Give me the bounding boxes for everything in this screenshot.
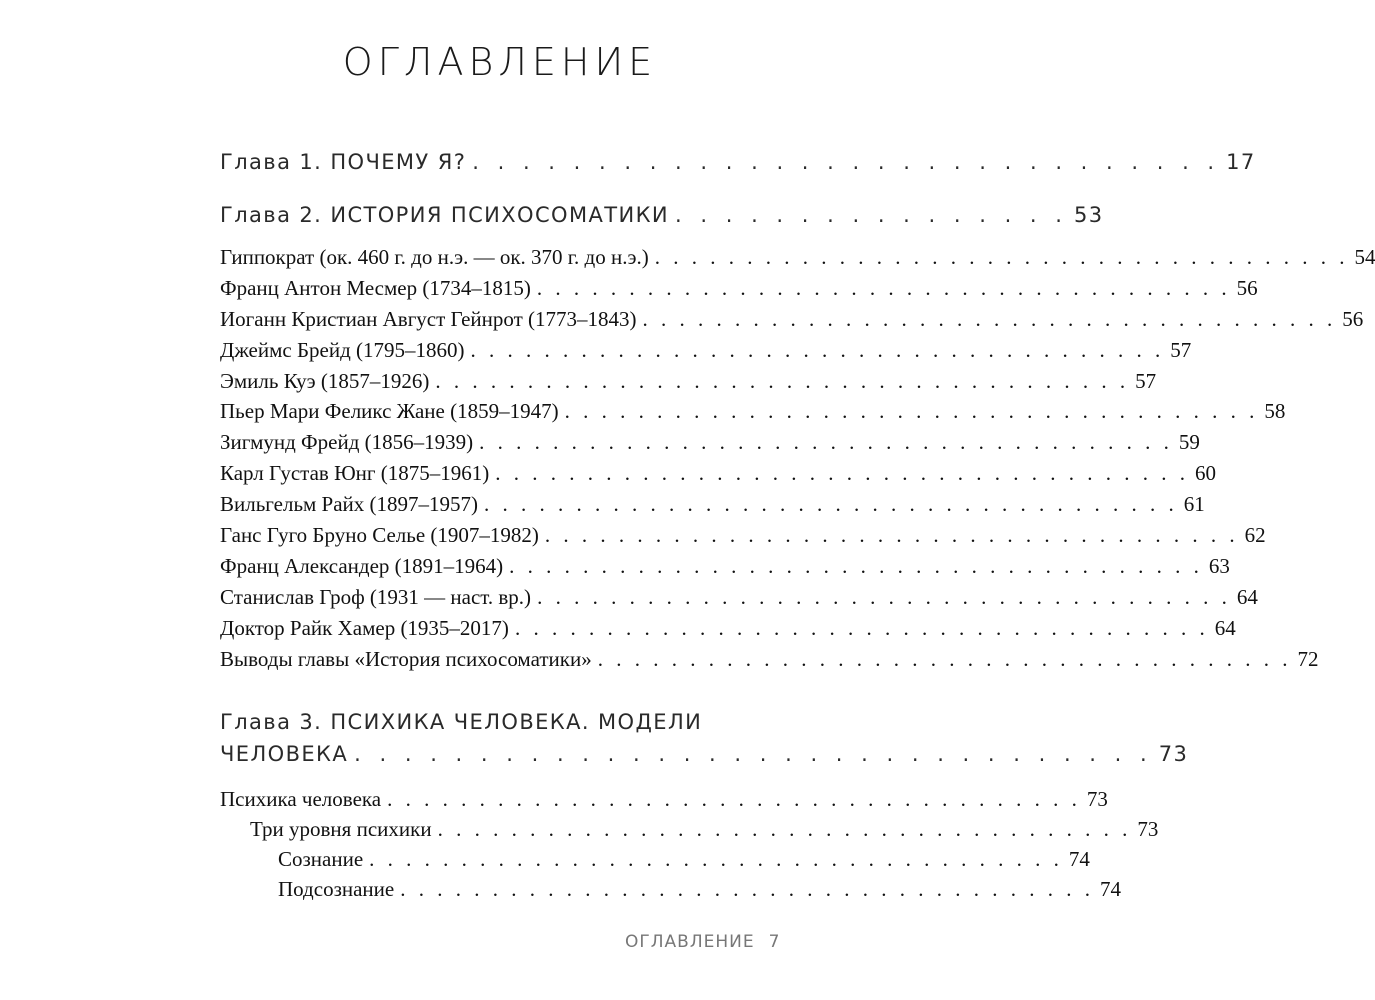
toc-entry-label: Выводы главы «История психосоматики» bbox=[220, 647, 592, 671]
dot-leader: . . . . . . . . . . . . . . . . . . . . . . . . . . . . . . . . . . . . . . bbox=[642, 307, 1337, 331]
toc-entry-label: Глава 1. ПОЧЕМУ Я? bbox=[220, 150, 467, 174]
toc-entry-label: Карл Густав Юнг (1875–1961) bbox=[220, 461, 490, 485]
toc-entry-label: Станислав Гроф (1931 — наст. вр.) bbox=[220, 585, 532, 609]
toc-chapter-2[interactable] bbox=[220, 203, 1104, 227]
running-head: ОГЛАВЛЕНИЕ bbox=[625, 932, 755, 952]
toc-entry-label: Сознание bbox=[278, 847, 364, 871]
dot-leader: . . . . . . . . . . . . . . . . . . . . . . . . . . . . . . . . . . . . . . bbox=[437, 817, 1132, 841]
dot-leader: . . . . . . . . . . . . . . . . . . . . . . . . . . . . . . . . . . . . . . bbox=[654, 245, 1349, 269]
toc-entry-label: Франц Александер (1891–1964) bbox=[220, 554, 504, 578]
toc-entry-label-line1: Глава 3. ПСИХИКА ЧЕЛОВЕКА. МОДЕЛИ bbox=[220, 710, 703, 734]
toc-section[interactable] bbox=[220, 554, 1230, 579]
dot-leader: . . . . . . . . . . . . . . . . . . . . . . . . . . . . . . . . . . . . . . bbox=[400, 877, 1094, 901]
toc-section[interactable] bbox=[220, 585, 1258, 610]
toc-section[interactable] bbox=[220, 787, 1108, 812]
toc-entry-page: 73 bbox=[1158, 742, 1189, 766]
dot-leader: . . . . . . . . . . . . . . . . . . . . . . . . . . . . . . . . . . . . . . bbox=[536, 276, 1231, 300]
toc-entry-page: 74 bbox=[1068, 847, 1090, 871]
toc-entry-label: Психика человека bbox=[220, 787, 382, 811]
dot-leader: . . . . . . . . . . . . . . . . . . . . . . . . . . . . . . . . . . . . . . bbox=[537, 585, 1231, 609]
toc-entry-label: Глава 2. ИСТОРИЯ ПСИХОСОМАТИКИ bbox=[220, 203, 670, 227]
toc-entry-page: 60 bbox=[1195, 461, 1217, 485]
toc-section[interactable] bbox=[220, 461, 1217, 486]
dot-leader: . . . . . . . . . . . . . . . . . . . . . . . . . . . . . . bbox=[472, 150, 1221, 174]
toc-entry-label: Франц Антон Месмер (1734–1815) bbox=[220, 276, 531, 300]
dot-leader: . . . . . . . . . . . . . . . . . . . . . . . . . . . . . . . . . . . . . . bbox=[387, 787, 1081, 811]
toc-chapter-3[interactable] bbox=[220, 710, 725, 734]
dot-leader: . . . . . . . . . . . . . . . . . . . . . . . . . . . . . . . . . . . . . . bbox=[514, 616, 1209, 640]
toc-entry-label: Зигмунд Фрейд (1856–1939) bbox=[220, 430, 474, 454]
toc-section[interactable] bbox=[220, 276, 1258, 301]
toc-section[interactable] bbox=[220, 523, 1266, 548]
toc-entry-page: 63 bbox=[1208, 554, 1230, 578]
toc-chapter-1[interactable] bbox=[220, 150, 1256, 174]
dot-leader: . . . . . . . . . . . . . . . . . . . . . . . . . . . . . . . . bbox=[354, 742, 1153, 766]
toc-entry-label: Подсознание bbox=[278, 877, 395, 901]
toc-section[interactable] bbox=[220, 399, 1286, 424]
toc-section[interactable] bbox=[220, 492, 1205, 517]
toc-section[interactable] bbox=[220, 616, 1236, 641]
toc-entry-page: 54 bbox=[1354, 245, 1375, 269]
toc-entry-page: 57 bbox=[1170, 338, 1192, 362]
toc-entry-page: 58 bbox=[1264, 399, 1286, 423]
toc-entry-label: Иоганн Кристиан Август Гейнрот (1773–1843) bbox=[220, 307, 637, 331]
toc-entry-page: 59 bbox=[1178, 430, 1200, 454]
toc-section[interactable] bbox=[220, 245, 1375, 270]
toc-entry-page: 73 bbox=[1086, 787, 1108, 811]
toc-entry-page: 64 bbox=[1214, 616, 1236, 640]
dot-leader: . . . . . . . . . . . . . . . . . . . . . . . . . . . . . . . . . . . . . . bbox=[479, 430, 1173, 454]
dot-leader: . . . . . . . . . . . . . . . . . . . . . . . . . . . . . . . . . . . . . . bbox=[564, 399, 1259, 423]
toc-section[interactable] bbox=[220, 647, 1319, 672]
toc-entry-page: 61 bbox=[1183, 492, 1205, 516]
toc-entry-page: 73 bbox=[1137, 817, 1159, 841]
toc-entry-page: 56 bbox=[1342, 307, 1364, 331]
toc-entry-label: Эмиль Куэ (1857–1926) bbox=[220, 369, 430, 393]
toc-entry-page: 56 bbox=[1236, 276, 1258, 300]
toc-entry-page: 57 bbox=[1135, 369, 1157, 393]
toc-subsection[interactable] bbox=[250, 817, 1159, 842]
toc-section[interactable] bbox=[220, 307, 1364, 332]
dot-leader: . . . . . . . . . . . . . . . . bbox=[675, 203, 1068, 227]
dot-leader: . . . . . . . . . . . . . . . . . . . . . . . . . . . . . . . . . . . . . . bbox=[597, 647, 1292, 671]
toc-entry-label: Доктор Райк Хамер (1935–2017) bbox=[220, 616, 509, 640]
toc-entry-page: 53 bbox=[1073, 203, 1104, 227]
toc-section[interactable] bbox=[220, 430, 1200, 455]
dot-leader: . . . . . . . . . . . . . . . . . . . . . . . . . . . . . . . . . . . . . . bbox=[435, 369, 1130, 393]
toc-entry-page: 72 bbox=[1297, 647, 1319, 671]
dot-leader: . . . . . . . . . . . . . . . . . . . . . . . . . . . . . . . . . . . . . . bbox=[470, 338, 1165, 362]
toc-entry-page: 74 bbox=[1099, 877, 1121, 901]
toc-chapter-3-cont[interactable] bbox=[220, 742, 1189, 766]
toc-entry-label: Джеймс Брейд (1795–1860) bbox=[220, 338, 465, 362]
dot-leader: . . . . . . . . . . . . . . . . . . . . . . . . . . . . . . . . . . . . . . bbox=[369, 847, 1063, 871]
toc-entry-label-line2: ЧЕЛОВЕКА bbox=[220, 742, 349, 766]
page-number: 7 bbox=[768, 932, 781, 952]
toc-section[interactable] bbox=[220, 338, 1192, 363]
toc-entry-label: Гиппократ (ок. 460 г. до н.э. — ок. 370 г. до н.э.) bbox=[220, 245, 649, 269]
toc-entry-label: Три уровня психики bbox=[250, 817, 432, 841]
toc-section[interactable] bbox=[220, 369, 1157, 394]
toc-entry-label: Вильгельм Райх (1897–1957) bbox=[220, 492, 479, 516]
toc-entry-label: Пьер Мари Феликс Жане (1859–1947) bbox=[220, 399, 559, 423]
toc-entry-page: 17 bbox=[1226, 150, 1256, 174]
toc-entry-label: Ганс Гуго Бруно Селье (1907–1982) bbox=[220, 523, 539, 547]
toc-subsubsection[interactable] bbox=[278, 847, 1090, 872]
dot-leader: . . . . . . . . . . . . . . . . . . . . . . . . . . . . . . . . . . . . . . bbox=[484, 492, 1178, 516]
dot-leader: . . . . . . . . . . . . . . . . . . . . . . . . . . . . . . . . . . . . . . bbox=[509, 554, 1203, 578]
toc-entry-page: 62 bbox=[1244, 523, 1266, 547]
toc-entry-page: 64 bbox=[1236, 585, 1258, 609]
toc-subsubsection[interactable] bbox=[278, 877, 1121, 902]
dot-leader: . . . . . . . . . . . . . . . . . . . . . . . . . . . . . . . . . . . . . . bbox=[495, 461, 1190, 485]
page-title: ОГЛАВЛЕНИЕ bbox=[342, 40, 658, 84]
page-footer bbox=[625, 932, 780, 952]
dot-leader: . . . . . . . . . . . . . . . . . . . . . . . . . . . . . . . . . . . . . . bbox=[544, 523, 1239, 547]
